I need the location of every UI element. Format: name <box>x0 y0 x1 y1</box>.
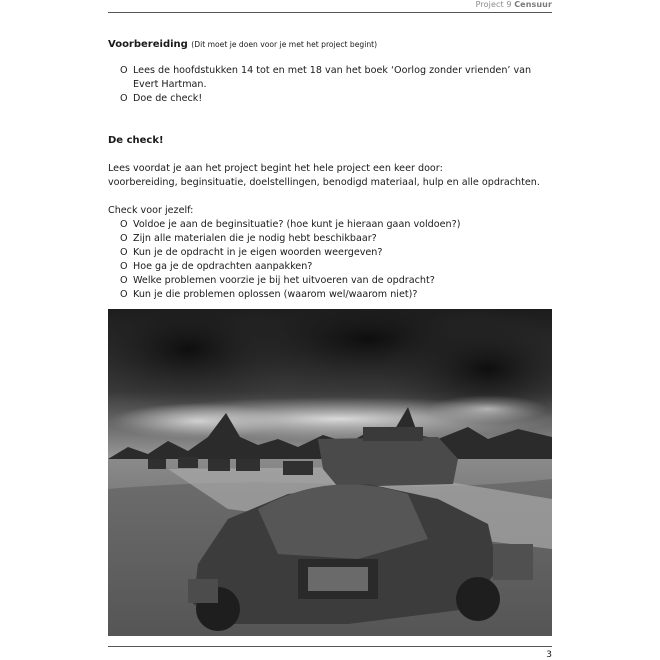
list-item-text: Kun je die problemen oplossen (waarom wel/waarom niet)? <box>133 289 418 300</box>
voorbereiding-note: (Dit moet je doen voor je met het project begint) <box>191 40 378 49</box>
list-item-text: Zijn alle materialen die je nodig hebt beschikbaar? <box>133 233 377 244</box>
check-intro-line-1: Lees voordat je aan het project begint het hele project een keer door: <box>108 163 443 174</box>
war-photo <box>108 309 552 636</box>
list-item-text: Voldoe je aan de beginsituatie? (hoe kunt je hieraan gaan voldoen?) <box>133 219 461 230</box>
footer-rule <box>108 646 552 647</box>
page-number: 3 <box>546 650 552 660</box>
check-self-label: Check voor jezelf: <box>108 205 194 216</box>
list-item-text: Kun je de opdracht in je eigen woorden weergeven? <box>133 247 383 258</box>
list-item-text: Lees de hoofdstukken 14 tot en met 18 van het boek ‘Oorlog zonder vrienden’ van Evert Hartman. <box>133 65 532 90</box>
voorbereiding-list <box>108 64 552 106</box>
check-list <box>108 218 552 302</box>
list-item-text: Hoe ga je de opdrachten aanpakken? <box>133 261 313 272</box>
circle-bullet-icon: O <box>120 289 128 300</box>
list-item-text: Welke problemen voorzie je bij het uitvoeren van de opdracht? <box>133 275 435 286</box>
header-project: Project 9 <box>475 0 512 9</box>
check-intro-line-2: voorbereiding, beginsituatie, doelstellingen, benodigd materiaal, hulp en alle opdrachten. <box>108 177 540 188</box>
circle-bullet-icon: O <box>120 233 128 244</box>
voorbereiding-section <box>108 38 552 106</box>
list-item <box>108 64 552 92</box>
circle-bullet-icon: O <box>120 93 128 104</box>
list-item-text: Doe de check! <box>133 93 203 104</box>
list-item <box>108 92 552 106</box>
header-rule <box>108 12 552 13</box>
circle-bullet-icon: O <box>120 65 128 76</box>
check-section <box>108 134 552 302</box>
circle-bullet-icon: O <box>120 219 128 230</box>
check-heading: De check! <box>108 135 164 146</box>
list-item <box>108 232 552 246</box>
list-item <box>108 274 552 288</box>
voorbereiding-heading <box>108 38 552 52</box>
header-title: Censuur <box>514 0 552 9</box>
list-item <box>108 288 552 302</box>
running-header <box>476 0 552 9</box>
list-item <box>108 246 552 260</box>
list-item <box>108 260 552 274</box>
list-item <box>108 218 552 232</box>
circle-bullet-icon: O <box>120 247 128 258</box>
circle-bullet-icon: O <box>120 275 128 286</box>
circle-bullet-icon: O <box>120 261 128 272</box>
war-photo-illustration <box>108 309 552 636</box>
voorbereiding-title: Voorbereiding <box>108 39 188 50</box>
